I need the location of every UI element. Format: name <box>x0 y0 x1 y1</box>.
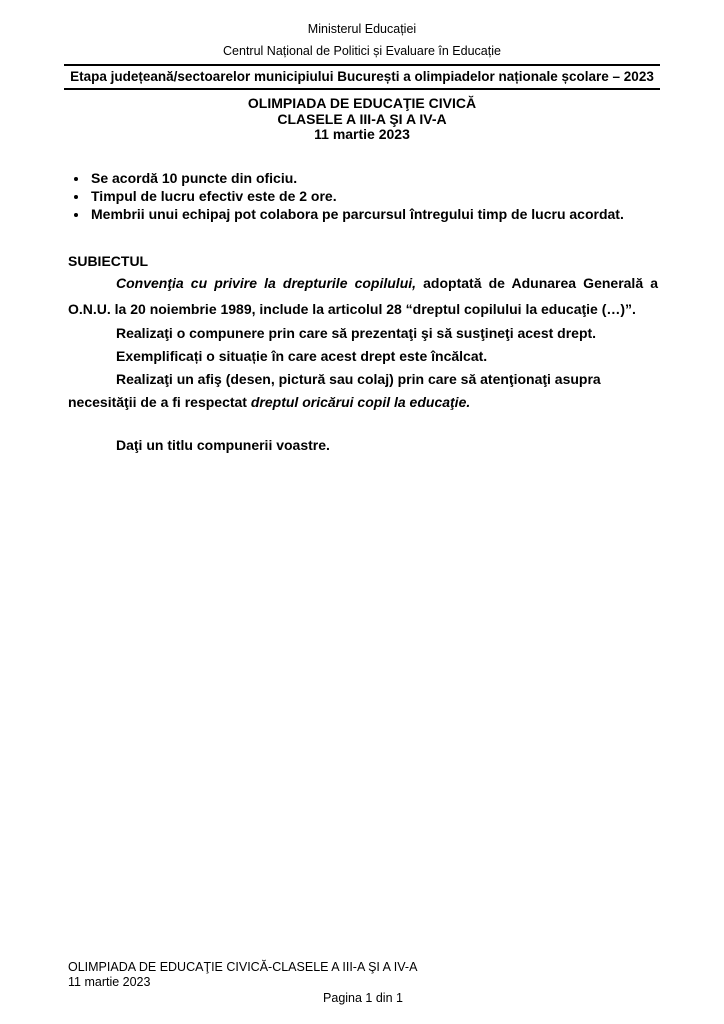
paragraph-task-example: Exemplificați o situație în care acest drept este încălcat. <box>116 347 488 364</box>
ministry-name: Ministerul Educației <box>307 22 417 36</box>
footer-date: 11 martie 2023 <box>68 975 151 989</box>
exam-date: 11 martie 2023 <box>314 126 410 142</box>
instructions-list <box>68 169 658 223</box>
page-footer <box>68 960 658 1007</box>
subject-heading: SUBIECTUL <box>68 252 149 269</box>
poster-task-text: Realizaţi un afiş (desen, pictură sau colaj) prin care să atenţionaţi asupra necesităţii de a fi respectat <box>68 370 601 410</box>
olympiad-title: OLIMPIADA DE EDUCAŢIE CIVICĂ <box>247 95 477 111</box>
instruction-item: • Timpul de lucru efectiv este de 2 ore. <box>89 187 658 205</box>
convention-rest: adoptată de Adunarea Generală a O.N.U. la 20 noiembrie 1989, include la articolul 28 “dreptul copilului la educaţie (…)”. <box>68 274 658 317</box>
poster-task-right: dreptul oricărui copil la educaţie. <box>250 393 471 410</box>
paragraph-task-poster <box>68 368 658 414</box>
paragraph-task-composition: Realizaţi o compunere prin care să prezentaţi şi să susţineţi acest drept. <box>116 324 597 341</box>
footer-olympiad-title: OLIMPIADA DE EDUCAŢIE CIVICĂ-CLASELE A III-A ŞI A IV-A <box>68 959 418 974</box>
convention-title: Convenţia cu privire la drepturile copilului, <box>116 274 417 291</box>
grade-levels: CLASELE A III-A ŞI A IV-A <box>277 110 447 127</box>
stage-banner: Etapa județeană/sectoarelor municipiului București a olimpiadelor naționale școlare – 2023 <box>64 64 660 90</box>
org-header <box>0 0 724 62</box>
document-body <box>68 169 658 457</box>
instruction-item: • Membrii unui echipaj pot colabora pe parcursul întregului timp de lucru acordat. <box>89 205 658 223</box>
title-block <box>0 96 724 143</box>
center-name: Centrul Național de Politici și Evaluare în Educație <box>223 44 501 58</box>
paragraph-task-title: Daţi un titlu compunerii voastre. <box>116 436 330 453</box>
page-number: Pagina 1 din 1 <box>323 990 403 1005</box>
paragraph-convention <box>68 270 658 322</box>
instruction-item: • Se acordă 10 puncte din oficiu. <box>89 169 658 187</box>
